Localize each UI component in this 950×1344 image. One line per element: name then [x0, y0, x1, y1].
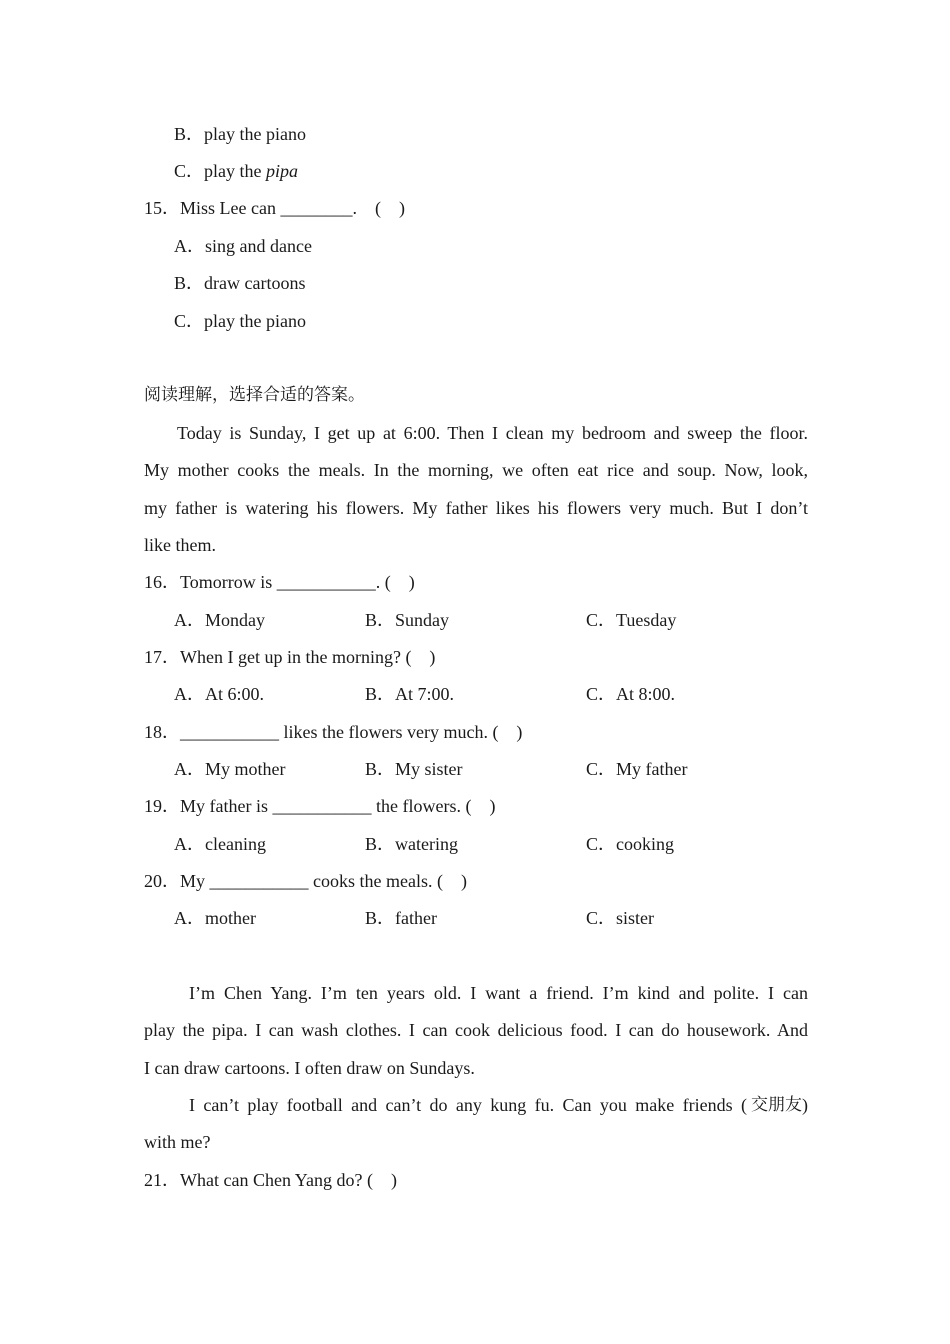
passage2-line-4	[189, 1094, 808, 1116]
passage2-line-4-close: )	[802, 1095, 808, 1115]
q18-option-c: C．My father	[586, 759, 688, 779]
q17-option-b: B．At 7:00.	[365, 684, 455, 704]
q14-option-b: B．play the piano	[174, 124, 306, 144]
q15-option-a: A．sing and dance	[174, 236, 312, 256]
passage1-line-3: my father is watering his flowers. My father likes his flowers very much. But I don’t	[144, 498, 808, 518]
q19-option-a: A．cleaning	[174, 834, 266, 854]
q19-option-b: B．watering	[365, 834, 458, 854]
passage1-line-4: like them.	[144, 535, 216, 555]
q16-option-a: A．Monday	[174, 610, 265, 630]
q20-option-c: C．sister	[586, 908, 655, 928]
q16-option-b: B．Sunday	[365, 610, 450, 630]
q15-option-b: B．draw cartoons	[174, 273, 306, 293]
passage2-line-3: I can draw cartoons. I often draw on Sundays.	[144, 1058, 475, 1078]
q17-stem: 17．When I get up in the morning? ( )	[144, 647, 436, 667]
q14-option-c	[174, 160, 298, 182]
q15-option-c: C．play the piano	[174, 311, 306, 331]
passage2-line-4-chinese: 交朋友	[751, 1095, 802, 1115]
q18-option-a: A．My mother	[174, 759, 286, 779]
q19-option-c: C．cooking	[586, 834, 674, 854]
q18-option-b: B．My sister	[365, 759, 463, 779]
passage1-line-1: Today is Sunday, I get up at 6:00. Then I clean my bedroom and sweep the floor.	[177, 423, 808, 443]
q17-option-a: A．At 6:00.	[174, 684, 264, 704]
q16-option-c: C．Tuesday	[586, 610, 677, 630]
q21-stem: 21．What can Chen Yang do? ( )	[144, 1170, 397, 1190]
passage2-line-5: with me?	[144, 1132, 211, 1152]
q17-option-c: C．At 8:00.	[586, 684, 676, 704]
q16-stem: 16．Tomorrow is ___________. ( )	[144, 572, 415, 592]
passage1-line-2: My mother cooks the meals. In the morning, we often eat rice and soup. Now, look,	[144, 460, 808, 480]
q19-stem: 19．My father is ___________ the flowers. ( )	[144, 796, 496, 816]
q20-stem: 20．My ___________ cooks the meals. ( )	[144, 871, 467, 891]
passage2-line-1: I’m Chen Yang. I’m ten years old. I want a friend. I’m kind and polite. I can	[189, 983, 808, 1003]
q15-stem: 15．Miss Lee can ________. ( )	[144, 198, 405, 218]
q20-option-a: A．mother	[174, 908, 256, 928]
passage2-line-2: play the pipa. I can wash clothes. I can cook delicious food. I can do housework. And	[144, 1020, 808, 1040]
passage2-line-4-text: I can’t play football and can’t do any kung fu. Can you make friends (	[189, 1095, 747, 1115]
q14-option-c-text: C．play the	[174, 161, 266, 181]
q20-option-b: B．father	[365, 908, 437, 928]
q14-option-c-italic: pipa	[266, 161, 299, 181]
q18-stem: 18．___________ likes the flowers very much. ( )	[144, 722, 523, 742]
section-instruction: 阅读理解，选择合适的答案。	[144, 385, 365, 405]
